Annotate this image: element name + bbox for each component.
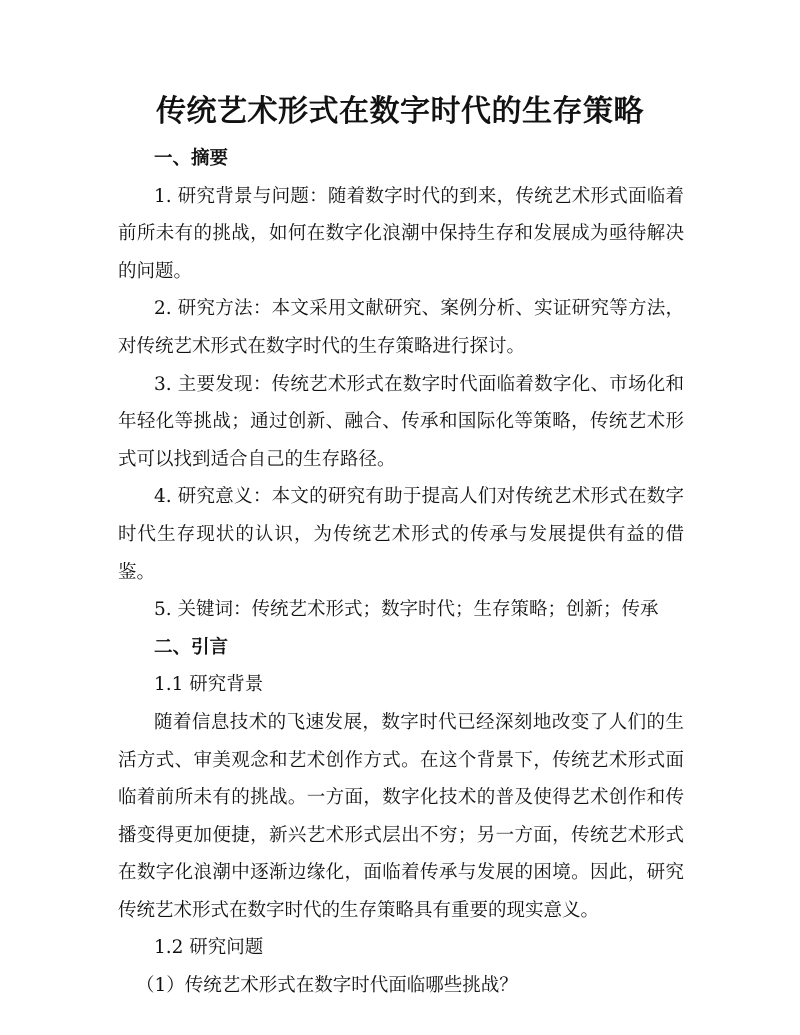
- abstract-keywords: 5. 关键词：传统艺术形式；数字时代；生存策略；创新；传承: [154, 599, 659, 621]
- abstract-item-3: 3. 主要发现：传统艺术形式在数字时代面临着数字化、市场化和年轻化等挑战；通过创新、融合、传承和国际化等策略，传统艺术形式可以找到适合自己的生存路径。: [118, 373, 684, 470]
- abstract-item-1: 1. 研究背景与问题：随着数字时代的到来，传统艺术形式面临着前所未有的挑战，如何在数字化浪潮中保持生存和发展成为亟待解决的问题。: [118, 185, 684, 282]
- abstract-item-2: 2. 研究方法：本文采用文献研究、案例分析、实证研究等方法，对传统艺术形式在数字时代的生存策略进行探讨。: [118, 298, 684, 357]
- document-body: [118, 140, 684, 1005]
- abstract-heading: 一、摘要: [154, 148, 229, 169]
- document-title: 传统艺术形式在数字时代的生存策略: [156, 94, 644, 129]
- abstract-item-4: 4. 研究意义：本文的研究有助于提高人们对传统艺术形式在数字时代生存现状的认识，为传统艺术形式的传承与发展提供有益的借鉴。: [118, 486, 684, 583]
- question-heading: 1.2 研究问题: [154, 937, 264, 959]
- intro-heading: 二、引言: [154, 636, 229, 658]
- background-paragraph: 随着信息技术的飞速发展，数字时代已经深刻地改变了人们的生活方式、审美观念和艺术创作方式。在这个背景下，传统艺术形式面临着前所未有的挑战。一方面，数字化技术的普及使得艺术创作和传播变得更加便捷，新兴艺术形式层出不穷；另一方面，传统艺术形式在数字化浪潮中逐渐边缘化，面临着传承与发展的困境。因此，研究传统艺术形式在数字时代的生存策略具有重要的现实意义。: [118, 711, 684, 921]
- background-heading: 1.1 研究背景: [154, 674, 264, 696]
- question-item-1: （1）传统艺术形式在数字时代面临哪些挑战？: [136, 975, 518, 997]
